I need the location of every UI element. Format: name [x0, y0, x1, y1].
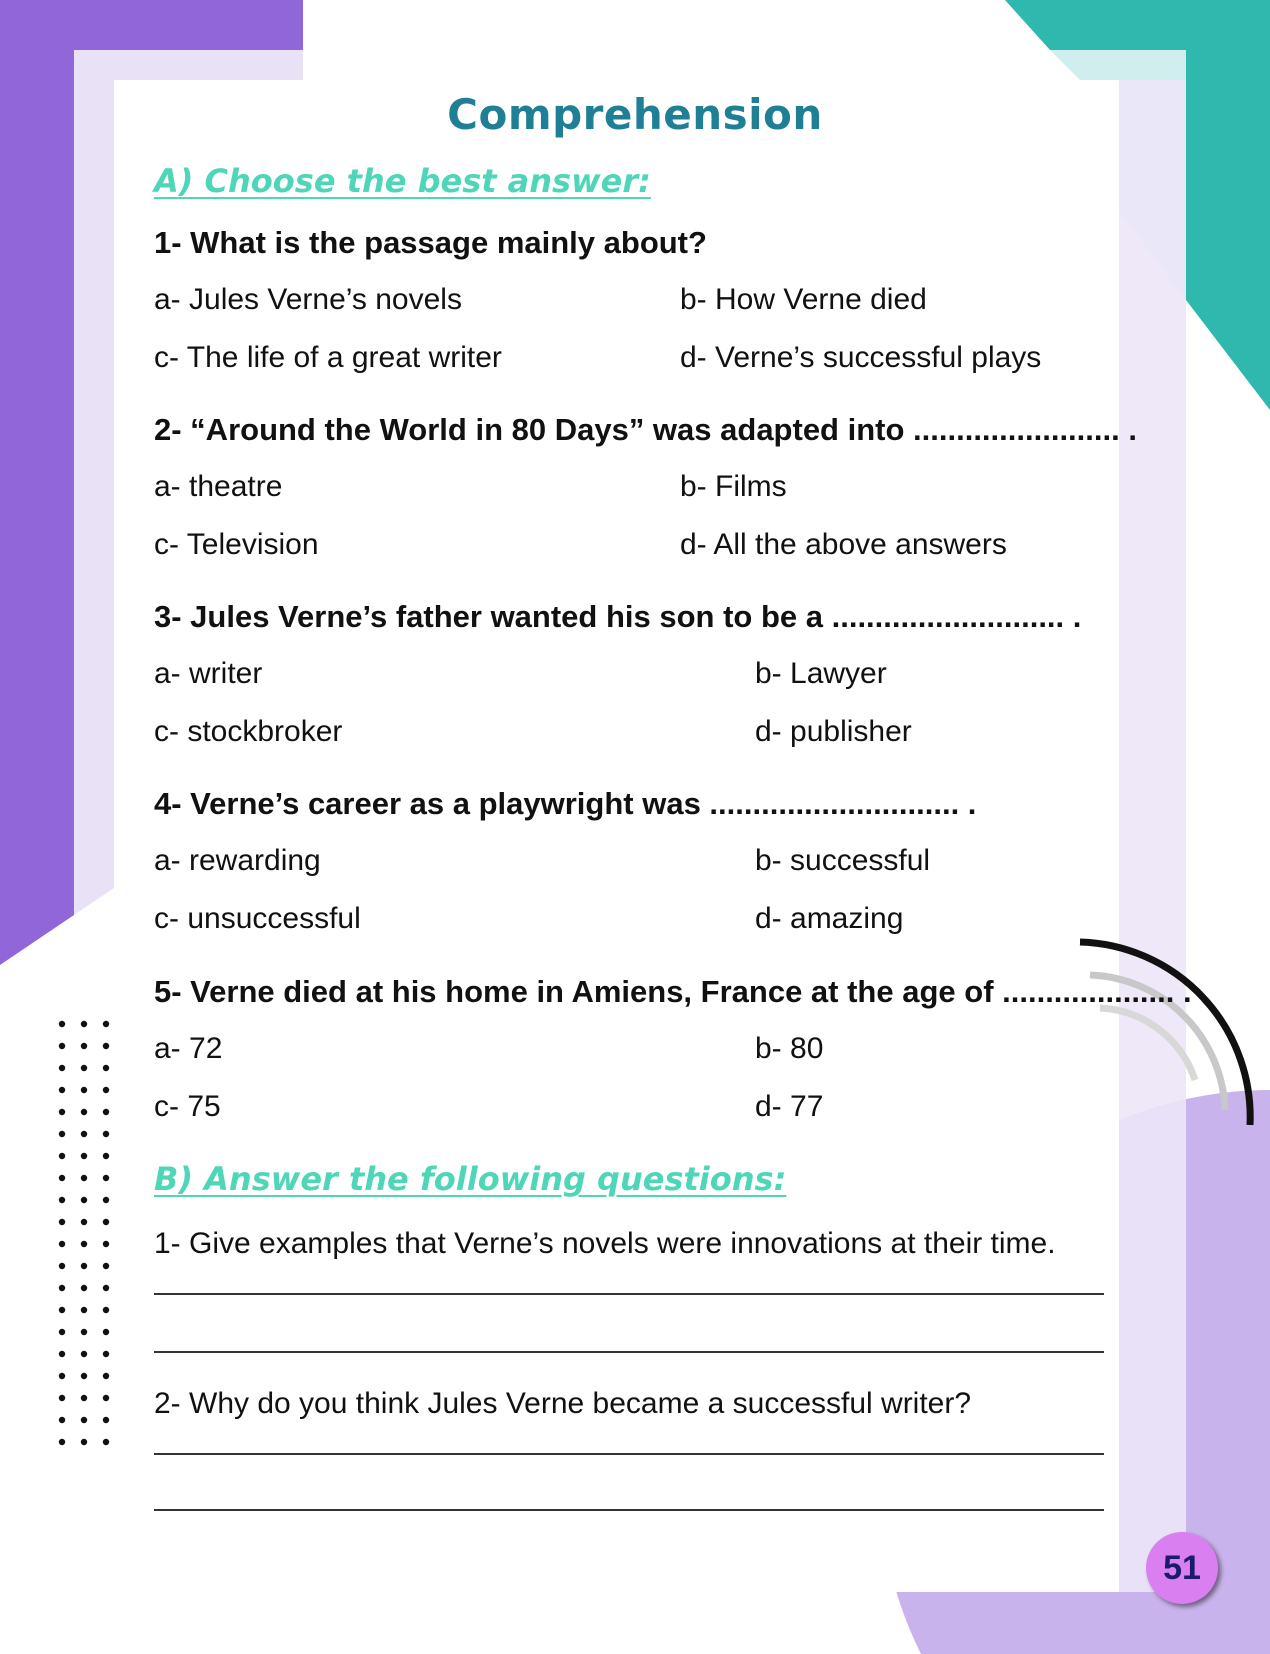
decor-dot [81, 1417, 87, 1423]
decor-dot [81, 1351, 87, 1357]
decor-dot [103, 1153, 109, 1159]
decor-dot [81, 1197, 87, 1203]
decor-dot [81, 1241, 87, 1247]
decor-dot [59, 1373, 65, 1379]
decor-dot [59, 1307, 65, 1313]
decor-dot [81, 1065, 87, 1071]
page-title: Comprehension [447, 90, 823, 139]
q1-option-b[interactable]: b- How Verne died [680, 283, 927, 316]
decor-dot [103, 1109, 109, 1115]
q2-option-a[interactable]: a- theatre [154, 470, 283, 503]
decor-dot [103, 1351, 109, 1357]
decor-dot [81, 1131, 87, 1137]
decor-dot [81, 1439, 87, 1445]
decor-dot [59, 1263, 65, 1269]
decor-dot [103, 1219, 109, 1225]
decor-dot [103, 1373, 109, 1379]
decor-dot [103, 1197, 109, 1203]
decor-dot [81, 1043, 87, 1049]
question-3: 3- Jules Verne’s father wanted his son to be a ........................... . [154, 599, 1082, 634]
decor-dot [59, 1087, 65, 1093]
q3-option-d[interactable]: d- publisher [755, 715, 912, 748]
decor-dot [59, 1351, 65, 1357]
decor-dot [81, 1263, 87, 1269]
decor-dot [59, 1065, 65, 1071]
decor-dot [103, 1395, 109, 1401]
question-1: 1- What is the passage mainly about? [154, 225, 707, 260]
decor-dot [81, 1087, 87, 1093]
decor-dot [103, 1065, 109, 1071]
decor-dot [59, 1197, 65, 1203]
q4-option-b[interactable]: b- successful [755, 844, 931, 877]
open-question-2: 2- Why do you think Jules Verne became a successful writer? [154, 1387, 972, 1420]
decor-dot [103, 1087, 109, 1093]
q4-option-a[interactable]: a- rewarding [154, 844, 321, 877]
open-question-1: 1- Give examples that Verne’s novels were innovations at their time. [154, 1227, 1056, 1260]
decor-dot [59, 1131, 65, 1137]
q2-option-b[interactable]: b- Films [680, 470, 787, 503]
question-2: 2- “Around the World in 80 Days” was adapted into ........................ . [154, 412, 1137, 447]
question-5: 5- Verne died at his home in Amiens, France at the age of .................... . [154, 974, 1192, 1009]
page-number-badge [1146, 1532, 1218, 1604]
decor-dot [81, 1219, 87, 1225]
lavender-frame-right [1119, 80, 1186, 1592]
page-number: 51 [1163, 1548, 1201, 1587]
q5-option-d[interactable]: d- 77 [755, 1090, 824, 1123]
decor-dot [103, 1417, 109, 1423]
section-a-heading: A) Choose the best answer: [154, 162, 651, 200]
q3-option-b[interactable]: b- Lawyer [755, 657, 887, 690]
q3-option-c[interactable]: c- stockbroker [154, 715, 343, 748]
decor-dot [59, 1395, 65, 1401]
decor-dot [81, 1021, 87, 1027]
decor-dot [103, 1263, 109, 1269]
decor-dot [81, 1395, 87, 1401]
q5-option-a[interactable]: a- 72 [154, 1032, 223, 1065]
decor-dot [103, 1285, 109, 1291]
q1-option-c[interactable]: c- The life of a great writer [154, 341, 502, 374]
decor-dot [59, 1439, 65, 1445]
decor-dot [103, 1241, 109, 1247]
decor-dot [81, 1373, 87, 1379]
dot-grid-decoration [56, 1018, 120, 1464]
q2-option-c[interactable]: c- Television [154, 528, 319, 561]
section-b-heading: B) Answer the following questions: [154, 1160, 787, 1198]
decor-dot [81, 1153, 87, 1159]
decor-dot [81, 1285, 87, 1291]
decor-dot [59, 1219, 65, 1225]
decor-dot [59, 1109, 65, 1115]
decor-dot [81, 1109, 87, 1115]
q3-option-a[interactable]: a- writer [154, 657, 263, 690]
question-4: 4- Verne’s career as a playwright was ............................. . [154, 786, 977, 821]
decor-dot [81, 1175, 87, 1181]
decor-dot [59, 1153, 65, 1159]
answer-line[interactable] [154, 1509, 1104, 1511]
decor-dot [59, 1241, 65, 1247]
decor-dot [103, 1175, 109, 1181]
decor-dot [103, 1043, 109, 1049]
decor-dot [59, 1329, 65, 1335]
q4-option-d[interactable]: d- amazing [755, 902, 904, 935]
decor-dot [103, 1307, 109, 1313]
decor-dot [59, 1021, 65, 1027]
q2-option-d[interactable]: d- All the above answers [680, 528, 1007, 561]
decor-dot [103, 1329, 109, 1335]
decor-dot [103, 1021, 109, 1027]
decor-dot [59, 1285, 65, 1291]
decor-dot [59, 1175, 65, 1181]
answer-line[interactable] [154, 1351, 1104, 1353]
decor-dot [59, 1043, 65, 1049]
q5-option-c[interactable]: c- 75 [154, 1090, 221, 1123]
decor-dot [59, 1417, 65, 1423]
decor-dot [103, 1439, 109, 1445]
q1-option-d[interactable]: d- Verne’s successful plays [680, 341, 1042, 374]
answer-line[interactable] [154, 1453, 1104, 1455]
answer-line[interactable] [154, 1293, 1104, 1295]
arcs-decoration [1070, 930, 1270, 1140]
q1-option-a[interactable]: a- Jules Verne’s novels [154, 283, 462, 316]
q5-option-b[interactable]: b- 80 [755, 1032, 824, 1065]
decor-dot [103, 1131, 109, 1137]
q4-option-c[interactable]: c- unsuccessful [154, 902, 361, 935]
decor-dot [81, 1307, 87, 1313]
decor-dot [81, 1329, 87, 1335]
